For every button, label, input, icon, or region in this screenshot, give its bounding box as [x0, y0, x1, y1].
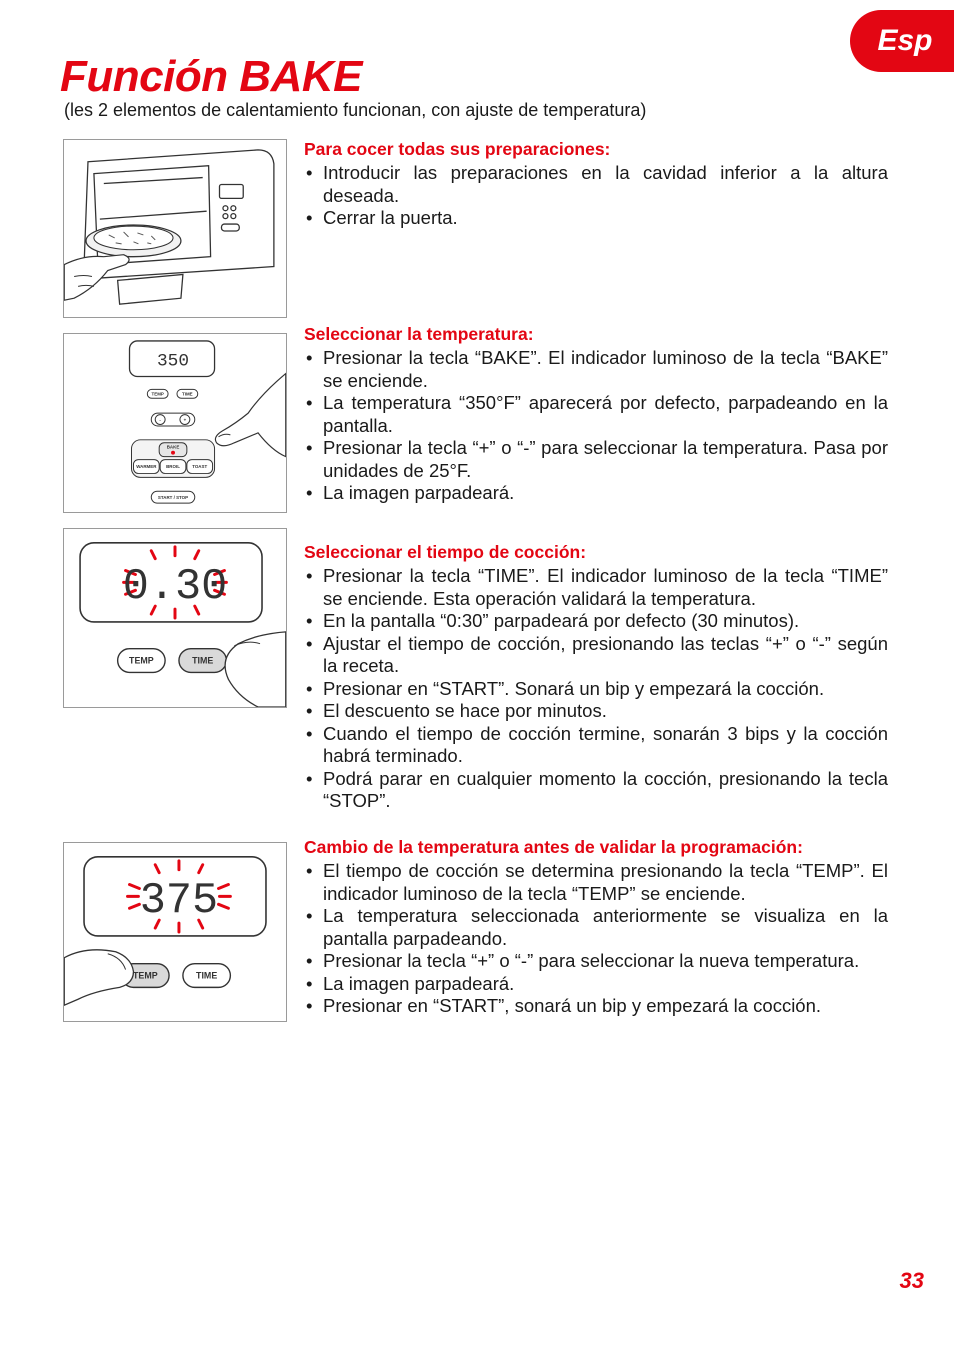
- instruction-item: • Cerrar la puerta.: [304, 207, 888, 230]
- oven-drawing: [64, 140, 286, 317]
- temperature-display-illustration: [63, 842, 287, 1022]
- display-350: 350: [157, 351, 190, 372]
- instruction-item: • El tiempo de cocción se determina presionando la tecla “TEMP”. El indicador luminoso de la tecla “TEMP” se enciende.: [304, 860, 888, 905]
- warmer-key: WARMER: [136, 463, 157, 469]
- section-heading: Cambio de la temperatura antes de validar la programación:: [304, 837, 803, 857]
- plus-key: +: [183, 417, 187, 423]
- broil-key: BROIL: [166, 463, 180, 469]
- section-select-temperature: [304, 323, 888, 505]
- page-title: Función BAKE: [60, 52, 362, 101]
- instruction-item: • En la pantalla “0:30” parpadeará por defecto (30 minutos).: [304, 610, 888, 633]
- section-heading: Seleccionar el tiempo de cocción:: [304, 542, 587, 562]
- display-375: 375: [139, 877, 219, 927]
- temp-key: TEMP: [151, 391, 164, 397]
- page-subtitle: (les 2 elementos de calentamiento funcionan, con ajuste de temperatura): [64, 100, 647, 120]
- language-tab: Esp: [850, 10, 954, 72]
- instruction-item: • Presionar la tecla “+” o “-” para seleccionar la nueva temperatura.: [304, 950, 888, 973]
- toast-key: TOAST: [192, 463, 208, 469]
- instruction-item: • Cuando el tiempo de cocción termine, sonarán 3 bips y la cocción habrá terminado.: [304, 723, 888, 768]
- temperature-display-drawing: [64, 843, 286, 1021]
- control-panel-drawing: [64, 334, 286, 512]
- time-key: TIME: [196, 970, 218, 981]
- control-panel-illustration: [63, 333, 287, 513]
- instruction-item: • Presionar en “START”. Sonará un bip y empezará la cocción.: [304, 678, 888, 701]
- instruction-item: • Presionar en “START”, sonará un bip y empezará la cocción.: [304, 995, 888, 1018]
- time-key: TIME: [182, 391, 193, 397]
- temp-key: TEMP: [133, 970, 158, 981]
- instruction-item: • Presionar la tecla “TIME”. El indicador luminoso de la tecla “TIME” se enciende. Esta operación validará la temperatura.: [304, 565, 888, 610]
- start-stop-key: START / STOP: [157, 494, 189, 500]
- instruction-list: [304, 162, 888, 230]
- time-display-drawing: [64, 529, 286, 707]
- oven-illustration: [63, 139, 287, 318]
- time-display-illustration: [63, 528, 287, 708]
- instruction-item: • Presionar la tecla “BAKE”. El indicador luminoso de la tecla “BAKE” se enciende.: [304, 347, 888, 392]
- section-heading: Seleccionar la temperatura:: [304, 324, 534, 344]
- instruction-item: • Podrá parar en cualquier momento la cocción, presionando la tecla “STOP”.: [304, 768, 888, 813]
- section-cook-preparations: [304, 138, 888, 230]
- minus-key: -: [159, 417, 161, 423]
- instruction-item: • Ajustar el tiempo de cocción, presionando las teclas “+” o “-” según la receta.: [304, 633, 888, 678]
- page-number: 33: [899, 1268, 924, 1293]
- instruction-item: • La temperatura seleccionada anteriormente se visualiza en la pantalla parpadeando.: [304, 905, 888, 950]
- instruction-list: [304, 860, 888, 1018]
- temp-key: TEMP: [129, 655, 154, 666]
- instruction-list: [304, 565, 888, 813]
- display-0-30: 0.30: [122, 563, 228, 613]
- instruction-item: • Introducir las preparaciones en la cavidad inferior a la altura deseada.: [304, 162, 888, 207]
- bake-key: BAKE: [166, 444, 180, 450]
- section-select-cooking-time: [304, 541, 888, 813]
- instruction-item: • El descuento se hace por minutos.: [304, 700, 888, 723]
- instruction-item: • La imagen parpadeará.: [304, 482, 888, 505]
- section-change-temperature: [304, 836, 888, 1018]
- instruction-list: [304, 347, 888, 505]
- time-key: TIME: [192, 655, 214, 666]
- section-heading: Para cocer todas sus preparaciones:: [304, 139, 611, 159]
- instruction-item: • Presionar la tecla “+” o “-” para seleccionar la temperatura. Pasa por unidades de 25°F.: [304, 437, 888, 482]
- instruction-item: • La temperatura “350°F” aparecerá por defecto, parpadeando en la pantalla.: [304, 392, 888, 437]
- instruction-item: • La imagen parpadeará.: [304, 973, 888, 996]
